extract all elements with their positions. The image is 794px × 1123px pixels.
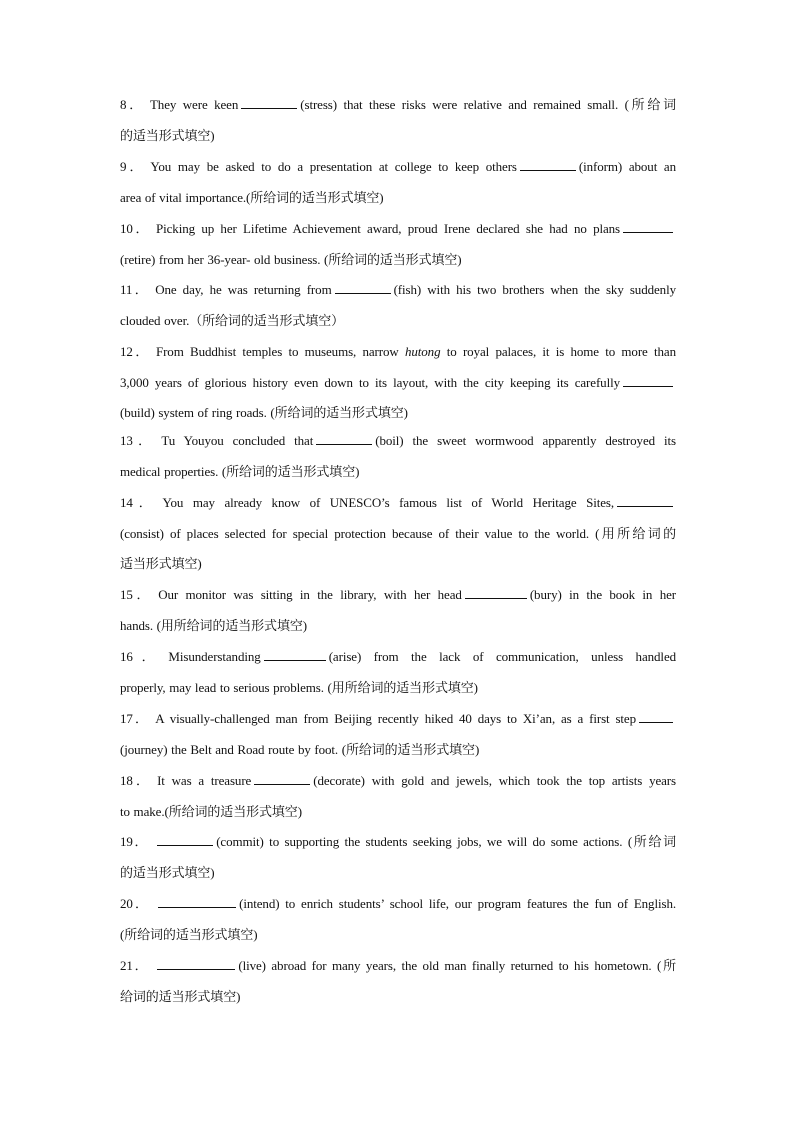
question-text: One day, he was returning from (155, 282, 332, 297)
question-text: It was a treasure (157, 773, 252, 788)
question-text: (live) abroad for many years, the old man finally returned to his hometown. (所 (238, 958, 676, 973)
question-text: You may already know of UNESCO’s famous list of World Heritage Sites, (162, 495, 615, 510)
question-16 (120, 642, 676, 703)
question-number: 11． (120, 282, 151, 297)
question-text: properly, may lead to serious problems. (用所给词的适当形式填空) (120, 679, 478, 695)
question-line (120, 766, 676, 797)
question-text: Our monitor was sitting in the library, with her head (158, 587, 462, 602)
answer-blank[interactable] (316, 432, 372, 445)
question-line (120, 920, 676, 951)
question-text: (decorate) with gold and jewels, which took the top artists years (313, 773, 676, 788)
question-19 (120, 827, 676, 888)
question-number: 14． (120, 495, 158, 510)
question-11 (120, 275, 676, 336)
question-number: 20． (120, 896, 151, 911)
question-12 (120, 337, 676, 429)
question-text: (fish) with his two brothers when the sky suddenly (393, 282, 676, 297)
question-number: 12． (120, 344, 151, 359)
question-text: (boil) the sweet wormwood apparently destroyed its (375, 433, 676, 448)
question-line (120, 673, 676, 704)
question-15 (120, 580, 676, 641)
question-line (120, 275, 676, 306)
answer-blank[interactable] (157, 833, 213, 846)
question-text: area of vital importance.(所给词的适当形式填空) (120, 189, 384, 205)
question-17 (120, 704, 676, 765)
question-line (120, 889, 676, 920)
question-number: 16． (120, 649, 164, 664)
question-line (120, 426, 676, 457)
question-number: 21． (120, 958, 150, 973)
question-8 (120, 90, 676, 151)
question-number: 9． (120, 159, 146, 174)
answer-blank[interactable] (254, 772, 310, 785)
question-text: Misunderstanding (168, 649, 261, 664)
question-line (120, 245, 676, 276)
question-line (120, 488, 676, 519)
question-number: 15． (120, 587, 154, 602)
question-number: 19． (120, 834, 150, 849)
question-line (120, 90, 676, 121)
question-text: medical properties. (所给词的适当形式填空) (120, 463, 360, 479)
question-line (120, 642, 676, 673)
question-number: 10． (120, 221, 151, 236)
question-line (120, 580, 676, 611)
question-line (120, 549, 676, 580)
question-text: (inform) about an (578, 159, 676, 174)
question-line (120, 337, 676, 368)
question-21 (120, 951, 676, 1012)
question-number: 17． (120, 711, 151, 726)
question-20 (120, 889, 676, 950)
question-text: (intend) to enrich students’ school life, our program features the fun of English. (239, 896, 676, 911)
question-14 (120, 488, 676, 580)
answer-blank[interactable] (157, 957, 235, 970)
question-text: to make.(所给词的适当形式填空) (120, 803, 302, 819)
question-line (120, 704, 676, 735)
answer-blank[interactable] (520, 158, 576, 171)
question-line (120, 368, 676, 399)
question-line (120, 183, 676, 214)
question-number: 13． (120, 433, 157, 448)
question-text: (consist) of places selected for special protection because of their value to the world. (用所给词的 (120, 525, 676, 541)
answer-blank[interactable] (623, 374, 673, 387)
question-line (120, 457, 676, 488)
question-text: (arise) from the lack of communication, unless handled (328, 649, 677, 664)
question-line (120, 152, 676, 183)
question-text: (commit) to supporting the students seeking jobs, we will do some actions. (所给词 (216, 834, 676, 849)
question-text: 给词的适当形式填空) (120, 988, 241, 1004)
question-line (120, 797, 676, 828)
answer-blank[interactable] (623, 220, 673, 233)
answer-blank[interactable] (639, 710, 673, 723)
question-line (120, 858, 676, 889)
question-18 (120, 766, 676, 827)
question-9 (120, 152, 676, 213)
question-number: 8． (120, 97, 145, 112)
question-line (120, 827, 676, 858)
question-text: 的适当形式填空) (120, 864, 215, 880)
question-text: (journey) the Belt and Road route by foot. (所给词的适当形式填空) (120, 741, 480, 757)
question-text: clouded over.（所给词的适当形式填空） (120, 312, 345, 328)
question-line (120, 121, 676, 152)
question-10 (120, 214, 676, 275)
question-line (120, 306, 676, 337)
question-text: 适当形式填空) (120, 556, 202, 571)
question-text: 的适当形式填空) (120, 127, 215, 143)
question-text: (retire) from her 36-year- old business. (所给词的适当形式填空) (120, 251, 462, 267)
question-text: (bury) in the book in her (529, 587, 676, 602)
question-text: hands. (用所给词的适当形式填空) (120, 617, 307, 633)
question-line (120, 735, 676, 766)
question-line (120, 214, 676, 245)
question-text: (所给词的适当形式填空) (120, 926, 258, 942)
question-text: A visually-challenged man from Beijing recently hiked 40 days to Xi’an, as a first step (155, 711, 636, 726)
question-text: Picking up her Lifetime Achievement award, proud Irene declared she had no plans (156, 221, 621, 236)
question-line (120, 982, 676, 1013)
answer-blank[interactable] (241, 96, 297, 109)
question-line (120, 951, 676, 982)
answer-blank[interactable] (264, 648, 326, 661)
question-text: (build) system of ring roads. (所给词的适当形式填空) (120, 405, 408, 420)
answer-blank[interactable] (335, 281, 391, 294)
italic-term: hutong (404, 344, 441, 359)
question-text: Tu Youyou concluded that (161, 433, 314, 448)
answer-blank[interactable] (617, 494, 673, 507)
question-number: 18． (120, 773, 153, 788)
question-line (120, 398, 676, 429)
question-text: (stress) that these risks were relative and remained small. (所给词 (300, 97, 676, 112)
answer-blank[interactable] (465, 586, 527, 599)
answer-blank[interactable] (158, 895, 236, 908)
question-line (120, 611, 676, 642)
question-text: They were keen (149, 97, 239, 112)
question-text: 3,000 years of glorious history even down to its layout, with the city keeping its carefully (120, 374, 620, 390)
question-text: to royal palaces, it is home to more than (446, 344, 676, 359)
question-13 (120, 426, 676, 487)
question-text: From Buddhist temples to museums, narrow (155, 344, 399, 359)
question-line (120, 519, 676, 550)
question-text: You may be asked to do a presentation at college to keep others (150, 159, 517, 174)
